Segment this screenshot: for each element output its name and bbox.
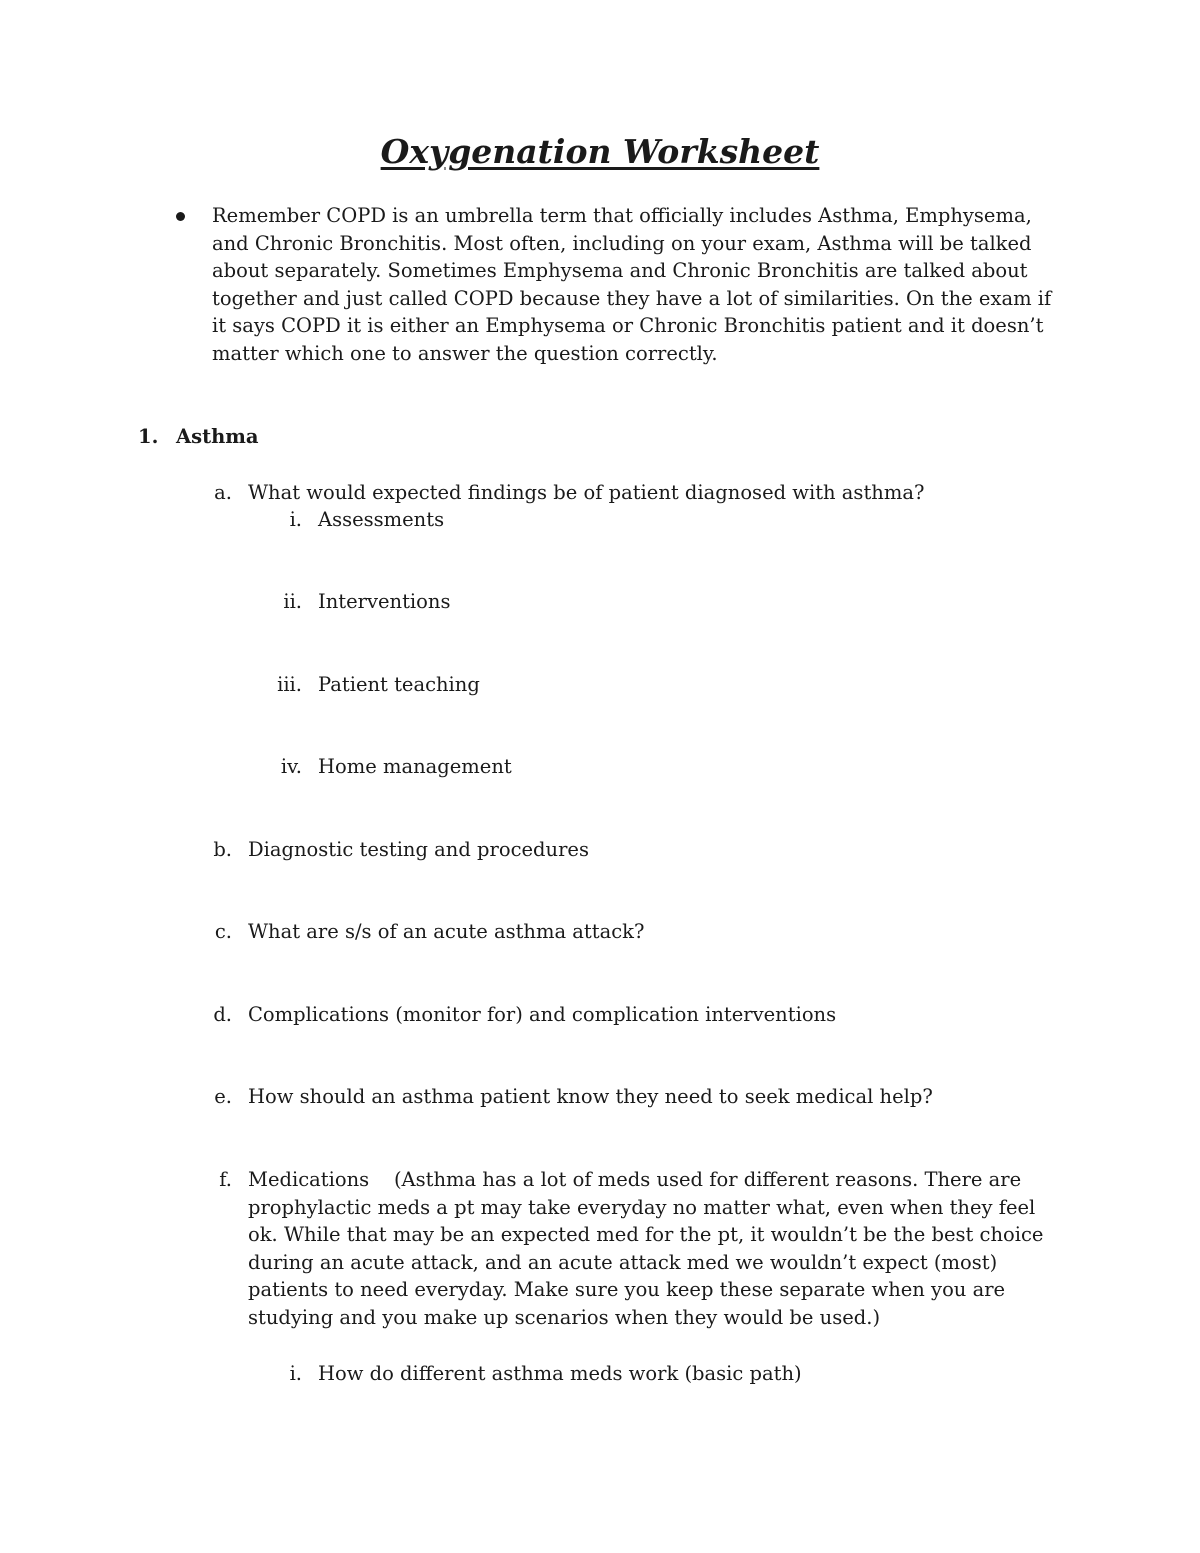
section-heading: Asthma bbox=[176, 425, 259, 448]
item-text-a: What would expected findings be of patient diagnosed with asthma? bbox=[248, 481, 925, 504]
subitem-text-f-i: How do different asthma meds work (basic path) bbox=[318, 1362, 802, 1385]
bullet-icon bbox=[176, 212, 185, 221]
subitem-marker-a-iv: iv. bbox=[280, 755, 302, 778]
item-marker-b: b. bbox=[213, 838, 232, 861]
page-title: Oxygenation Worksheet bbox=[380, 132, 820, 171]
subitem-marker-a-iii: iii. bbox=[277, 673, 302, 696]
item-text-e: How should an asthma patient know they need to seek medical help? bbox=[248, 1085, 933, 1108]
item-marker-e: e. bbox=[214, 1085, 232, 1108]
item-marker-f: f. bbox=[219, 1168, 232, 1191]
intro-bullet-text: Remember COPD is an umbrella term that officially includes Asthma, Emphysema, and Chronic Bronchitis. Most often, including on your exam, Asthma will be talked about separately. Sometimes Emphysema and Chronic Bronchitis are talked about together and just called COPD because they have a lot of similarities. On the exam if it says COPD it is either an Emphysema or Chronic Bronchitis patient and it doesn’t matter which one to answer the question correctly. bbox=[212, 204, 1052, 365]
item-text-f: Medications (Asthma has a lot of meds used for different reasons. There are prophylactic meds a pt may take everyday no matter what, even when they feel ok. While that may be an expected med for the pt, it wouldn’t be the best choice during an acute attack, and an acute attack med we wouldn’t expect (most) patients to need everyday. Make sure you keep these separate when you are studying and you make up scenarios when they would be used.) bbox=[248, 1168, 1050, 1329]
subitem-text-a-i: Assessments bbox=[318, 508, 445, 531]
item-text-b: Diagnostic testing and procedures bbox=[248, 838, 589, 861]
item-marker-a: a. bbox=[214, 481, 232, 504]
item-marker-c: c. bbox=[214, 920, 232, 943]
intro-bullet bbox=[172, 202, 1052, 367]
subitem-text-a-iv: Home management bbox=[318, 755, 512, 778]
subitem-text-a-iii: Patient teaching bbox=[318, 673, 480, 696]
item-text-c: What are s/s of an acute asthma attack? bbox=[248, 920, 645, 943]
subitem-marker-a-i: i. bbox=[289, 508, 302, 531]
subitem-marker-f-i: i. bbox=[289, 1362, 302, 1385]
item-text-d: Complications (monitor for) and complication interventions bbox=[248, 1003, 837, 1026]
subitem-marker-a-ii: ii. bbox=[283, 590, 302, 613]
item-marker-d: d. bbox=[213, 1003, 232, 1026]
subitem-text-a-ii: Interventions bbox=[318, 590, 451, 613]
section-number: 1. bbox=[138, 425, 159, 448]
